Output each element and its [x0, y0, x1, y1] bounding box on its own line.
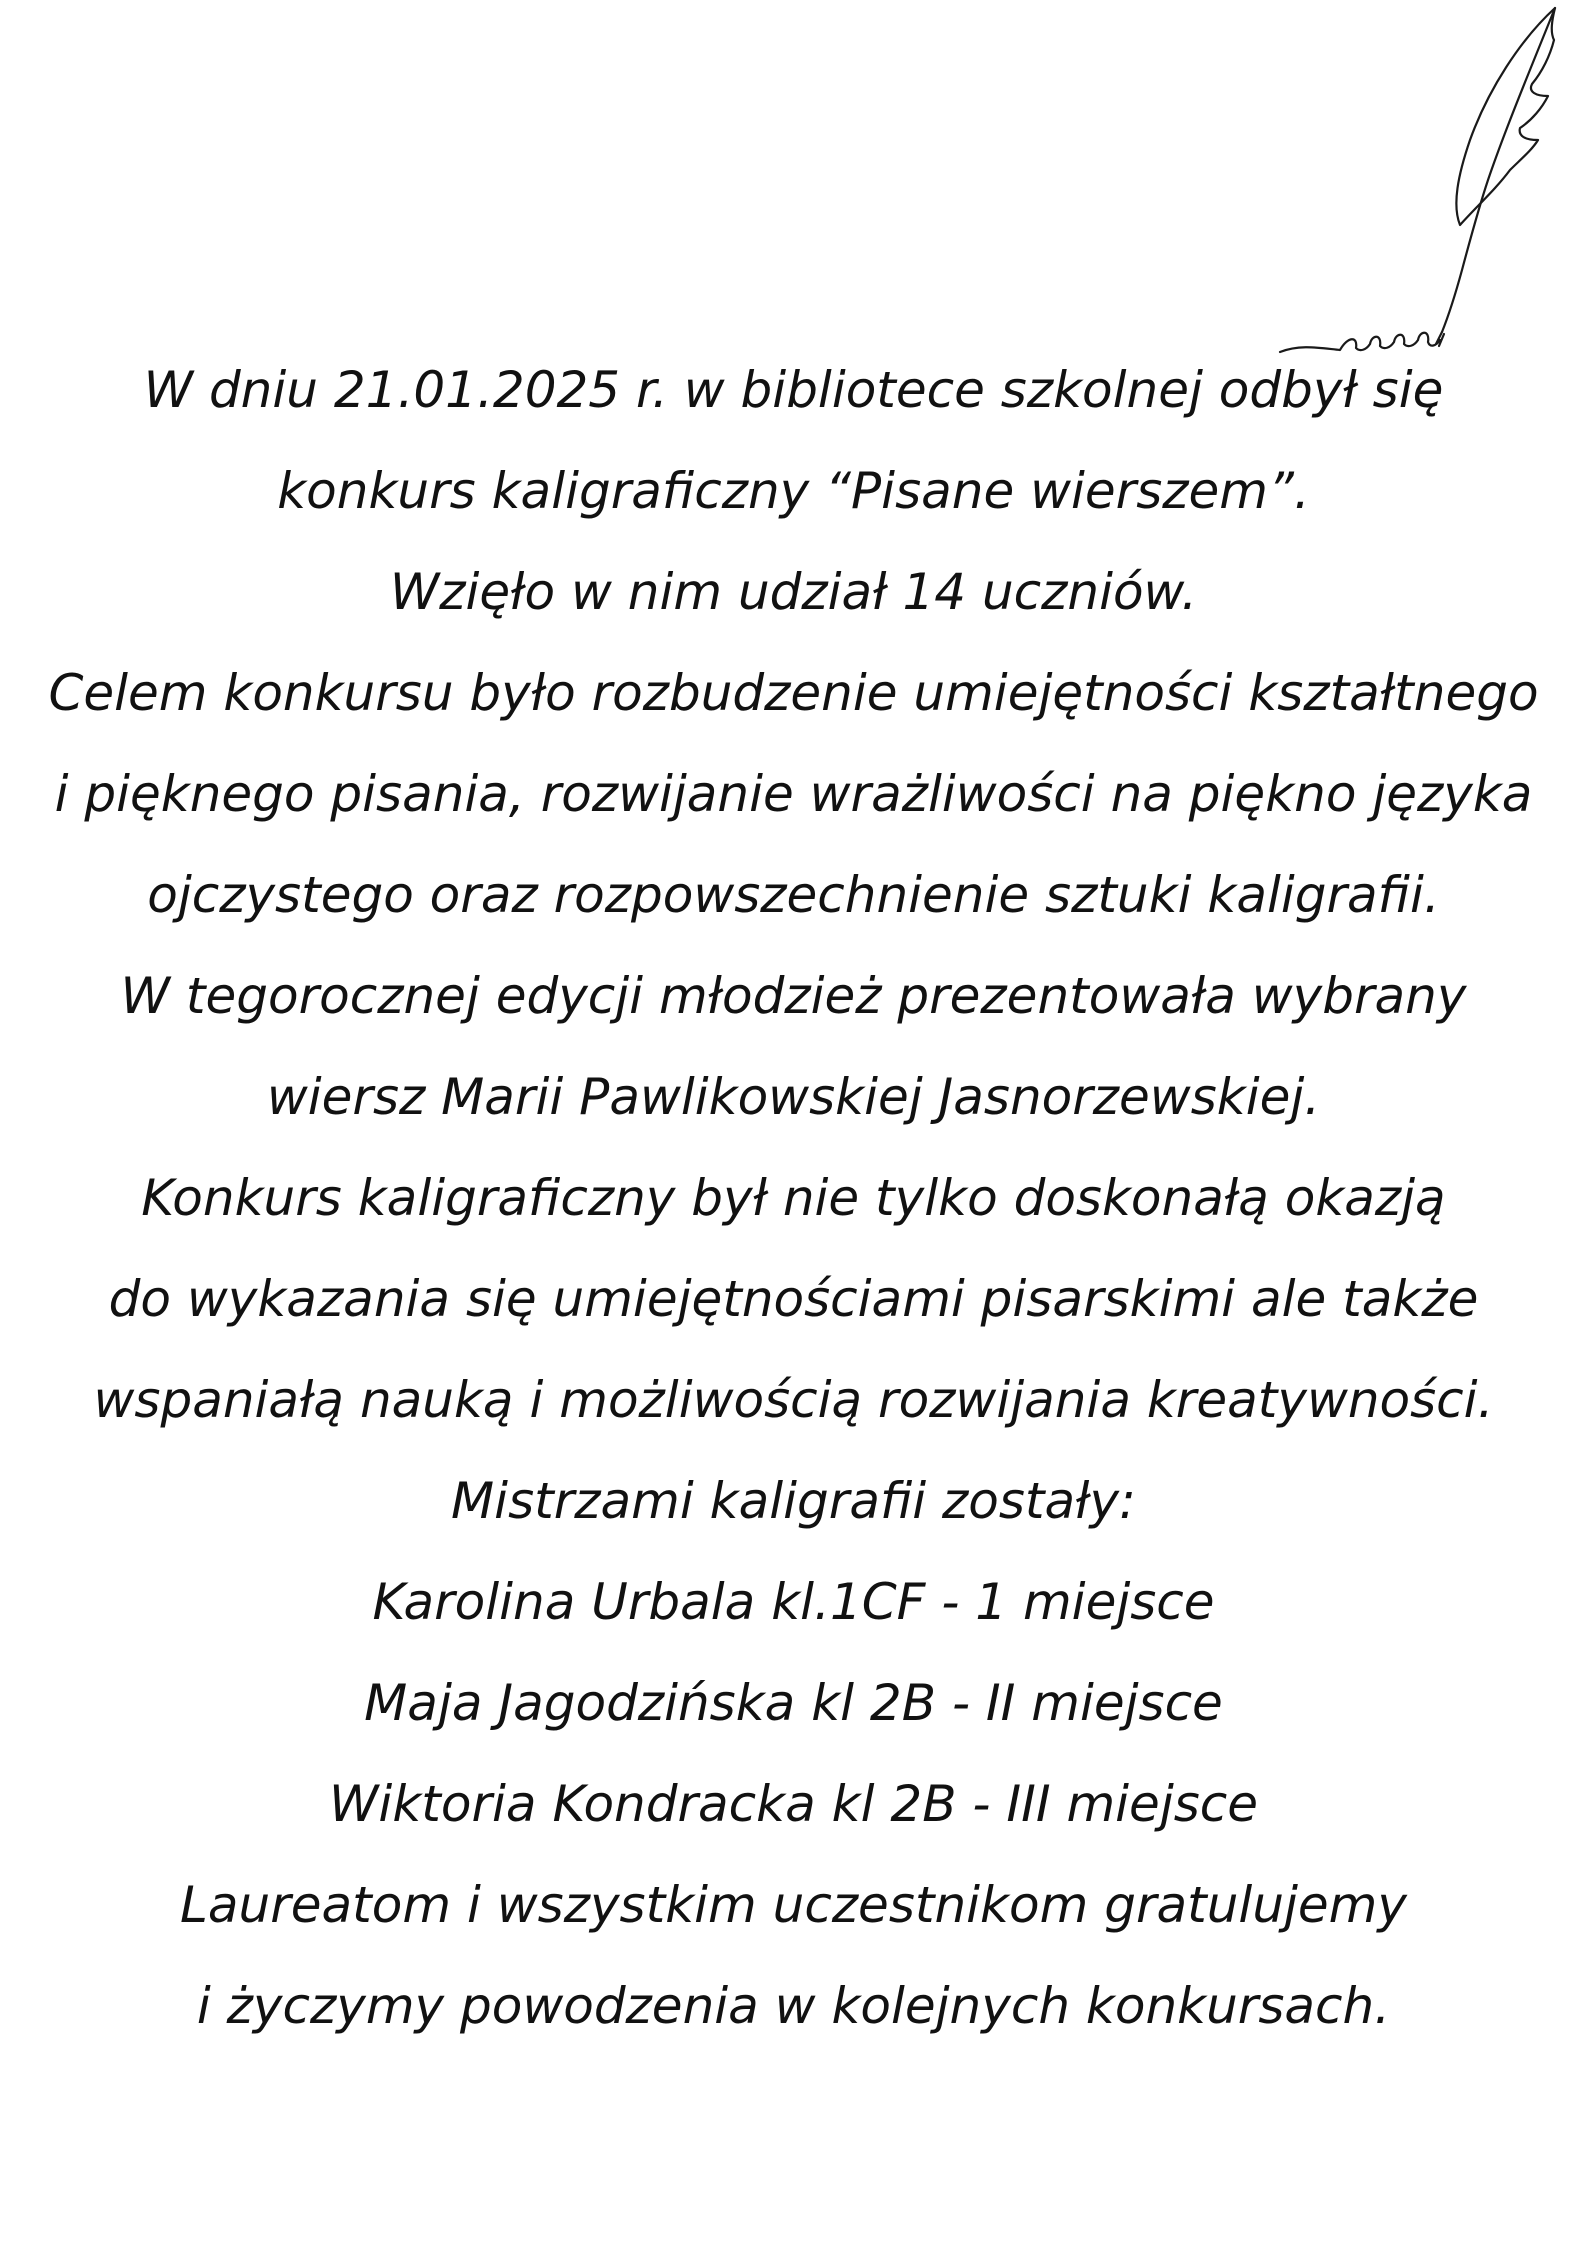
- text-line: wiersz Marii Pawlikowskiej Jasnorzewskiej.: [266, 1068, 1321, 1126]
- text-line: W tegorocznej edycji młodzież prezentowała wybrany: [120, 967, 1467, 1025]
- announcement-text: [0, 340, 1587, 2057]
- text-line: Wzięło w nim udział 14 uczniów.: [389, 563, 1198, 621]
- text-line: ojczystego oraz rozpowszechnienie sztuki kaligrafii.: [147, 866, 1440, 924]
- text-line: Laureatom i wszystkim uczestnikom gratulujemy: [180, 1876, 1407, 1934]
- text-line: Maja Jagodzińska kl 2B - II miejsce: [364, 1674, 1223, 1732]
- text-line: Celem konkursu było rozbudzenie umiejętności kształtnego: [48, 664, 1539, 722]
- text-line: do wykazania się umiejętnościami pisarskimi ale także: [108, 1270, 1479, 1328]
- text-line: Karolina Urbala kl.1CF - 1 miejsce: [372, 1573, 1215, 1631]
- text-line: wspaniałą nauką i możliwością rozwijania kreatywności.: [93, 1371, 1494, 1429]
- text-line: Wiktoria Kondracka kl 2B - III miejsce: [328, 1775, 1259, 1833]
- text-line: Konkurs kaligraficzny był nie tylko doskonałą okazją: [141, 1169, 1446, 1227]
- text-line: i pięknego pisania, rozwijanie wrażliwości na piękno języka: [54, 765, 1533, 823]
- quill-pen-icon: [1220, 0, 1580, 360]
- text-line: Mistrzami kaligrafii zostały:: [451, 1472, 1136, 1530]
- text-line: konkurs kaligraficzny “Pisane wierszem”.: [277, 462, 1310, 520]
- text-line: i życzymy powodzenia w kolejnych konkursach.: [196, 1977, 1391, 2035]
- text-line: W dniu 21.01.2025 r. w bibliotece szkolnej odbył się: [143, 361, 1444, 419]
